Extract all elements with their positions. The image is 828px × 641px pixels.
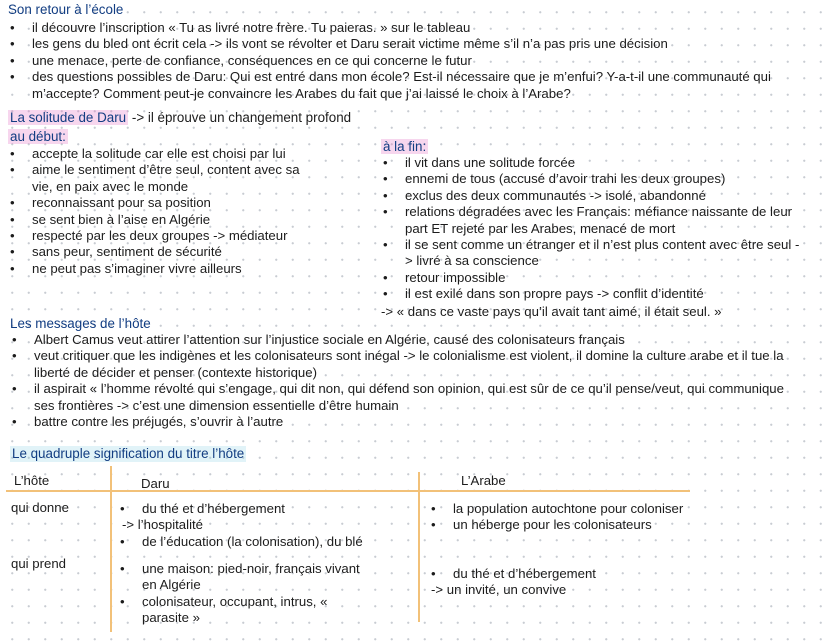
heading-messages: Les messages de l’hôte <box>10 316 151 331</box>
list-item: • battre contre les préjugés, s’ouvrir à l’autre <box>10 414 796 430</box>
cell-arrow: -> un invité, un convive <box>431 582 567 598</box>
list-item: • retour impossible <box>381 270 801 286</box>
list-item: • il aspirait « l’homme révolté qui s’engage, qui dit non, qui défend son opinion, qui est sûr de ce qu’il pense/veut, qui communique ses frontières -> c’est une dimension essentielle d’être humain <box>10 381 796 414</box>
cell-daru-prend <box>118 561 368 627</box>
list-item: • les gens du bled ont écrit cela -> ils vont se révolter et Daru serait victime même s’il n’a pas pris une décision <box>8 36 816 52</box>
list-item: • des questions possibles de Daru: Qui est entré dans mon école? Est-il nécessaire que je m’enfui? Y-a-t-il une communauté qui m’accepte? Comment peut-je convaincre les Arabes du fait que j’ai laissé le choix à l’Arabe? <box>8 69 816 102</box>
cell-arrow: -> l’hospitalité <box>122 517 203 533</box>
table-header-divider <box>6 490 690 492</box>
fin-quote: -> « dans ce vaste pays qu’il avait tant aimé, il était seul. » <box>381 304 722 319</box>
cell-list <box>429 566 699 582</box>
list-item: • ne peut pas s’imaginer vivre ailleurs <box>8 261 308 277</box>
cell-list <box>118 501 408 517</box>
list-item: • aime le sentiment d’être seul, content avec sa vie, en paix avec le monde <box>8 162 308 195</box>
list-item: • un héberge pour les colonisateurs <box>429 517 699 533</box>
cell-list <box>118 534 408 550</box>
cell-list <box>429 501 699 534</box>
list-item: • se sent bien à l’aise en Algérie <box>8 212 308 228</box>
list-item: • il est exilé dans son propre pays -> conflit d’identité <box>381 286 801 302</box>
cell-daru-donne <box>118 501 408 550</box>
list-item: • relations dégradées avec les Français: méfiance naissante de leur part ET rejeté par les Arabes, menacé de mort <box>381 204 801 237</box>
messages-list <box>10 332 796 430</box>
list-item: • il découvre l’inscription « Tu as livré notre frère. Tu paieras. » sur le tableau <box>8 20 816 36</box>
list-item: • du thé et d’hébergement <box>429 566 699 582</box>
list-item: • reconnaissant pour sa position <box>8 195 308 211</box>
list-item: • exclus des deux communautés -> isolé, abandonné <box>381 188 801 204</box>
list-item: • une menace, perte de confiance, conséquences en ce qui concerne le futur <box>8 53 816 69</box>
list-item: • accepte la solitude car elle est choisi par lui <box>8 146 308 162</box>
table-col-divider-2 <box>418 472 420 622</box>
list-item: • de l’éducation (la colonisation), du blé <box>118 534 408 550</box>
list-item: • respecté par les deux groupes -> médiateur <box>8 228 308 244</box>
cell-list <box>118 561 368 627</box>
heading-solitude <box>8 110 351 126</box>
list-item: • veut critiquer que les indigènes et les colonisateurs sont inégal -> le colonialisme est violent, il domine la culture arabe et il tue la liberté de décider et penser (contexte historique) <box>10 348 796 381</box>
heading-retour: Son retour à l’école <box>8 2 124 17</box>
row-label-prend: qui prend <box>11 556 66 571</box>
list-item: • la population autochtone pour coloniser <box>429 501 699 517</box>
list-item: • il se sent comme un étranger et il n’est plus content avec être seul -> livré à sa conscience <box>381 237 801 270</box>
debut-label-text: au début: <box>10 129 66 144</box>
list-item: • il vit dans une solitude forcée <box>381 155 801 171</box>
col-header-daru: Daru <box>141 476 170 491</box>
list-item: • sans peur, sentiment de sécurité <box>8 244 308 260</box>
fin-list <box>381 155 801 303</box>
col-header-hote: L’hôte <box>14 473 50 488</box>
cell-arabe-prend <box>429 566 699 599</box>
debut-list <box>8 146 308 277</box>
list-item: • Albert Camus veut attirer l’attention sur l’injustice sociale en Algérie, causé des colonisateurs français <box>10 332 796 348</box>
heading-titre: Le quadruple signification du titre l’hôte <box>12 446 245 461</box>
list-item: • ennemi de tous (accusé d’avoir trahi les deux groupes) <box>381 171 801 187</box>
list-item: • colonisateur, occupant, intrus, « parasite » <box>118 594 368 627</box>
table-col-divider-1 <box>110 466 112 632</box>
list-item: • du thé et d’hébergement <box>118 501 408 517</box>
heading-solitude-tail: -> il éprouve un changement profond <box>128 110 352 125</box>
debut-label <box>8 129 68 145</box>
fin-label <box>381 139 428 155</box>
row-label-donne: qui donne <box>11 500 69 515</box>
retour-list <box>8 20 816 102</box>
fin-label-text: à la fin: <box>383 139 427 154</box>
col-header-arabe: L’Arabe <box>461 473 506 488</box>
heading-solitude-label: La solitude de Daru <box>10 110 127 125</box>
list-item: • une maison: pied-noir, français vivant en Algérie <box>118 561 368 594</box>
cell-arabe-donne <box>429 501 699 534</box>
